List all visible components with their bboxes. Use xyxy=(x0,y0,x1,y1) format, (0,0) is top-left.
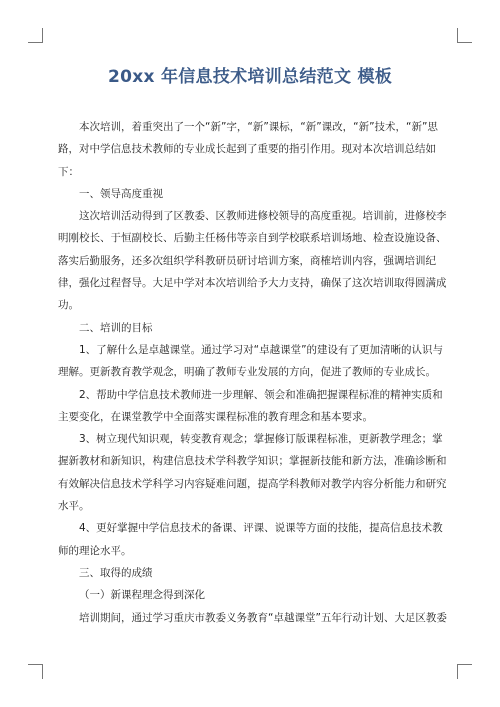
goal-item-4: 4、更好掌握中学信息技术的备课、评课、说课等方面的技能，提高信息技术教师的理论水平。 xyxy=(58,522,443,557)
document-title: 20xx 年信息技术培训总结范文 模板 xyxy=(107,67,393,87)
goal-item-1: 1、了解什么是卓越课堂。通过学习对“卓越课堂”的建设有了更加清晰的认识与理解。更新教育教学观念，明确了教师专业发展的方向，促进了教师的专业成长。 xyxy=(58,343,444,379)
document-body xyxy=(58,116,448,629)
section-heading-goals: 二、培训的目标 xyxy=(79,321,153,334)
crop-mark-bottom-left xyxy=(28,664,43,679)
goal-item-2: 2、帮助中学信息技术教师进一步理解、领会和准确把握课程标准的精神实质和主要变化，在课堂教学中全面落实课程标准的教育理念和基本要求。 xyxy=(58,388,443,423)
training-paragraph: 培训期间，通过学习重庆市教委义务教育“卓越课堂”五年行动计划、大足区教委 xyxy=(79,611,447,624)
crop-mark-top-left xyxy=(28,28,43,43)
intro-paragraph: 本次培训，着重突出了一个“新”字，“新”课标，“新”课改，“新”技术，“新”思路，对中学信息技术教师的专业成长起到了重要的指引作用。现对本次培训总结如下： xyxy=(58,121,438,178)
goal-item-3: 3、树立现代知识观，转变教育观念；掌握修订版课程标准，更新教学理念；掌握新教材和新知识，构建信息技术学科教学知识；掌握新技能和新方法，准确诊断和有效解决信息技术学科学习内容疑难问题，提高学科教师对教学内容分析能力和研究水平。 xyxy=(58,433,447,513)
section-heading-leadership: 一、领导高度重视 xyxy=(79,187,163,200)
section-heading-achievements: 三、取得的成绩 xyxy=(79,566,153,579)
subsection-heading-1: （一）新课程理念得到深化 xyxy=(79,589,205,602)
crop-mark-top-right xyxy=(457,28,472,43)
leadership-paragraph: 这次培训活动得到了区教委、区教师进修校领导的高度重视。培训前，进修校李明刚校长、于恒副校长、后勤主任杨伟等亲自到学校联系培训场地、检查设施设备、落实后勤服务，还多次组织学科教研员研讨培训方案，商榷培训内容，强调培训纪律，强化过程督导。大足中学对本次培训给予大力支持，确保了这次培训取得圆满成功。 xyxy=(58,210,447,312)
crop-mark-bottom-right xyxy=(457,664,472,679)
